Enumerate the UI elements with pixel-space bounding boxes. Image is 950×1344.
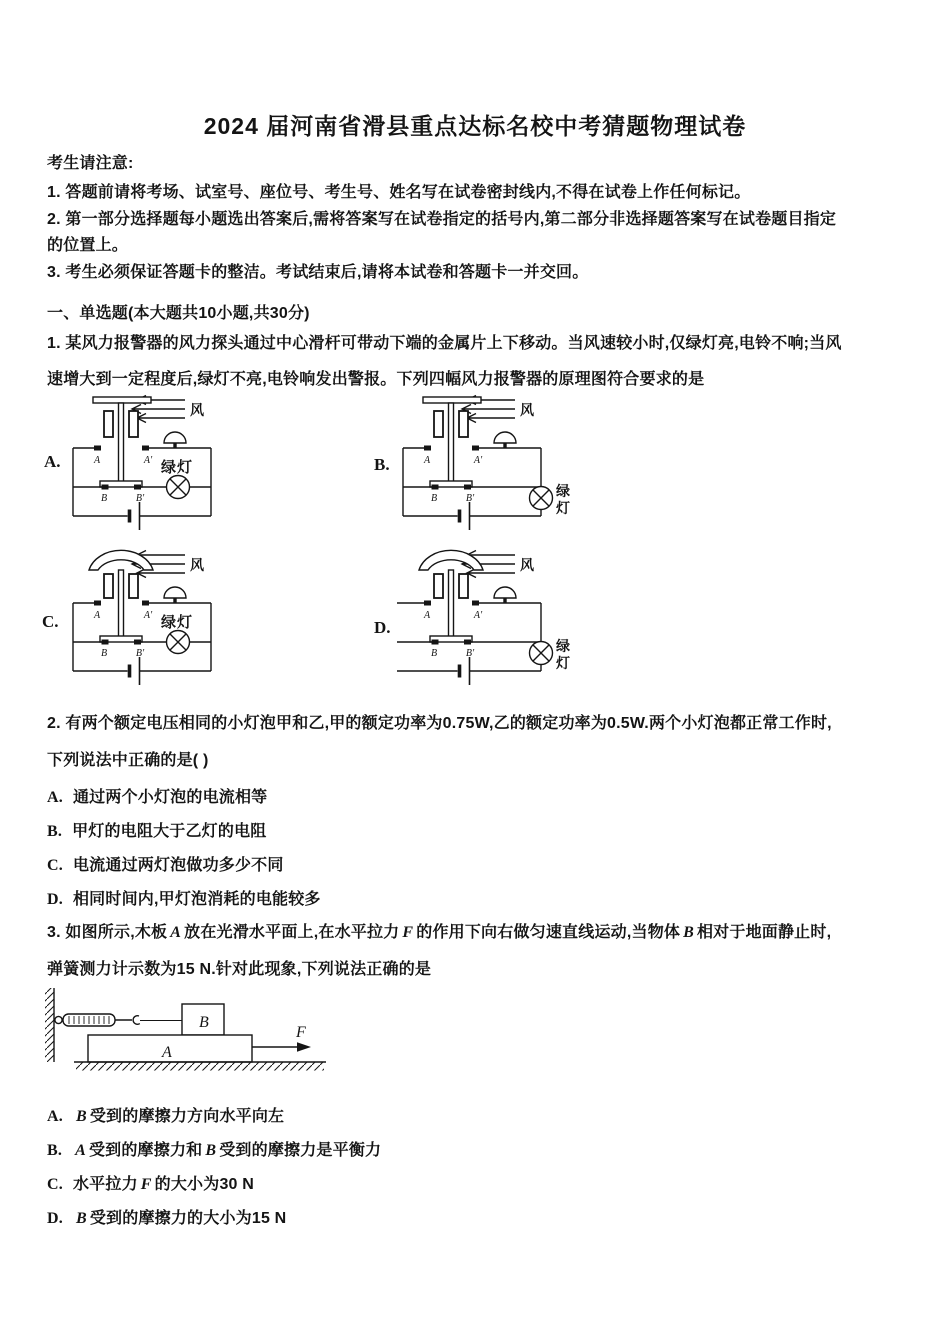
wind-label: 风 bbox=[520, 557, 534, 573]
q3-stem-line: 弹簧测力计示数为15 N.针对此现象,下列说法正确的是 bbox=[47, 961, 432, 978]
wind-probe bbox=[423, 397, 481, 487]
q2-option-d bbox=[47, 883, 321, 917]
bell-icon bbox=[164, 587, 186, 603]
option-text: 相同时间内,甲灯泡消耗的电能较多 bbox=[72, 891, 321, 908]
option-text: B 受到的摩擦力方向水平向左 bbox=[75, 1108, 285, 1125]
fig-option-letter-c: C. bbox=[42, 612, 59, 631]
notice-line: 1. 答题前请将考场、试室号、座位号、考生号、姓名写在试卷密封线内,不得在试卷上作任何标记。 bbox=[47, 184, 751, 201]
q3-option-b bbox=[47, 1134, 381, 1168]
contact-label-b: B bbox=[100, 493, 108, 504]
option-text: A 受到的摩擦力和 B 受到的摩擦力是平衡力 bbox=[75, 1142, 382, 1159]
green-lamp-icon bbox=[167, 476, 190, 499]
q2-stem bbox=[47, 705, 832, 779]
battery-icon bbox=[130, 502, 140, 530]
notice-heading: 考生请注意: bbox=[47, 155, 134, 172]
wind-probe bbox=[93, 397, 151, 487]
option-text: 水平拉力 F 的大小为30 N bbox=[72, 1176, 255, 1193]
notice-line: 3. 考生必须保证答题卡的整洁。考试结束后,请将本试卷和答题卡一并交回。 bbox=[47, 263, 589, 281]
circuit-figure-b bbox=[393, 393, 598, 533]
force-arrow bbox=[252, 1042, 311, 1052]
option-letter: C. bbox=[47, 857, 63, 874]
contact-label-b2: B′ bbox=[465, 648, 475, 659]
option-letter: B. bbox=[47, 1142, 63, 1159]
fig-option-letter-b: B. bbox=[374, 455, 390, 474]
green-lamp-label: 绿灯 bbox=[160, 614, 194, 631]
fig-option-letter-a: A. bbox=[44, 452, 61, 471]
q2-option-c bbox=[47, 849, 321, 883]
board-a-label: A bbox=[162, 1044, 172, 1061]
green-lamp-label: 绿 bbox=[556, 638, 570, 654]
contact-label-a2: A′ bbox=[143, 455, 153, 466]
circuit-figure-c bbox=[63, 548, 253, 688]
wind-label: 风 bbox=[190, 402, 204, 418]
option-text: 电流通过两灯泡做功多少不同 bbox=[72, 857, 284, 874]
notice-line: 2. 第一部分选择题每小题选出答案后,需将答案写在试卷指定的括号内,第二部分非选择题答案写在试卷题目指定 bbox=[47, 210, 837, 228]
contact-label-a: A bbox=[93, 455, 101, 466]
option-letter: C. bbox=[47, 1176, 63, 1193]
q1-stem-line: 速增大到一定程度后,绿灯不亮,电铃响发出警报。下列四幅风力报警器的原理图符合要求的是 bbox=[47, 371, 705, 388]
friction-figure bbox=[40, 985, 340, 1075]
ground bbox=[74, 1062, 326, 1071]
spring-scale-icon bbox=[55, 1014, 182, 1026]
option-letter: B. bbox=[47, 823, 63, 840]
green-lamp-icon bbox=[530, 642, 553, 665]
option-letter: D. bbox=[47, 891, 63, 908]
q1-stem-line: 1. 某风力报警器的风力探头通过中心滑杆可带动下端的金属片上下移动。当风速较小时,仅绿灯亮,电铃不响;当风 bbox=[47, 335, 842, 352]
q2-option-b bbox=[47, 815, 321, 849]
bell-icon bbox=[494, 432, 516, 448]
green-lamp-label: 灯 bbox=[556, 500, 570, 516]
contact-label-a: A bbox=[93, 610, 101, 621]
battery-icon bbox=[130, 657, 140, 685]
wind-label: 风 bbox=[190, 557, 204, 573]
q3-options bbox=[47, 1100, 381, 1236]
green-lamp-icon bbox=[530, 487, 553, 510]
section1-heading: 一、单选题(本大题共10小题,共30分) bbox=[47, 305, 310, 322]
contact-label-b2: B′ bbox=[135, 648, 145, 659]
option-text: B 受到的摩擦力的大小为15 N bbox=[75, 1210, 287, 1227]
q3-stem bbox=[47, 914, 831, 988]
contact-label-b: B bbox=[430, 648, 438, 659]
block-b-label: B bbox=[199, 1014, 209, 1031]
green-lamp-label: 绿灯 bbox=[160, 459, 194, 476]
contact-label-b2: B′ bbox=[135, 493, 145, 504]
q3-option-c bbox=[47, 1168, 381, 1202]
q3-stem-line: 3. 如图所示,木板 A 放在光滑水平面上,在水平拉力 F 的作用下向右做匀速直线运动,当物体 B 相对于地面静止时, bbox=[47, 924, 832, 941]
contact-label-a2: A′ bbox=[473, 455, 483, 466]
wind-label: 风 bbox=[520, 402, 534, 418]
option-text: 通过两个小灯泡的电流相等 bbox=[72, 789, 268, 806]
option-text: 甲灯的电阻大于乙灯的电阻 bbox=[72, 823, 267, 840]
q1-stem bbox=[47, 326, 842, 398]
circuit-figure-a bbox=[63, 393, 253, 533]
green-lamp-icon bbox=[167, 631, 190, 654]
green-lamp-label: 绿 bbox=[556, 483, 570, 499]
wind-probe bbox=[419, 550, 483, 642]
option-letter: A. bbox=[47, 1108, 63, 1125]
contact-label-a: A bbox=[423, 610, 431, 621]
force-label: F bbox=[296, 1024, 306, 1041]
contact-label-b2: B′ bbox=[465, 493, 475, 504]
notice-block bbox=[47, 180, 836, 286]
q2-option-a bbox=[47, 781, 321, 815]
wall bbox=[45, 988, 54, 1062]
q2-stem-line: 2. 有两个额定电压相同的小灯泡甲和乙,甲的额定功率为0.75W,乙的额定功率为0.5W.两个小灯泡都正常工作时, bbox=[47, 715, 832, 732]
q2-stem-line: 下列说法中正确的是( ) bbox=[47, 752, 209, 769]
green-lamp-label: 灯 bbox=[556, 655, 570, 671]
contact-label-a2: A′ bbox=[473, 610, 483, 621]
fig-option-letter-d: D. bbox=[374, 618, 391, 637]
contact-label-a2: A′ bbox=[143, 610, 153, 621]
q3-option-d bbox=[47, 1202, 381, 1236]
bell-icon bbox=[494, 587, 516, 603]
notice-line: 的位置上。 bbox=[47, 237, 129, 254]
battery-icon bbox=[460, 502, 470, 530]
contact-label-b: B bbox=[430, 493, 438, 504]
option-letter: D. bbox=[47, 1210, 63, 1227]
contact-label-b: B bbox=[100, 648, 108, 659]
exam-title: 2024 届河南省滑县重点达标名校中考猜题物理试卷 bbox=[203, 113, 747, 139]
option-letter: A. bbox=[47, 789, 63, 806]
bell-icon bbox=[164, 432, 186, 448]
wind-probe bbox=[89, 550, 153, 642]
battery-icon bbox=[460, 657, 470, 685]
contact-label-a: A bbox=[423, 455, 431, 466]
circuit-figure-d bbox=[393, 548, 598, 688]
q3-option-a bbox=[47, 1100, 381, 1134]
q2-options bbox=[47, 781, 321, 917]
